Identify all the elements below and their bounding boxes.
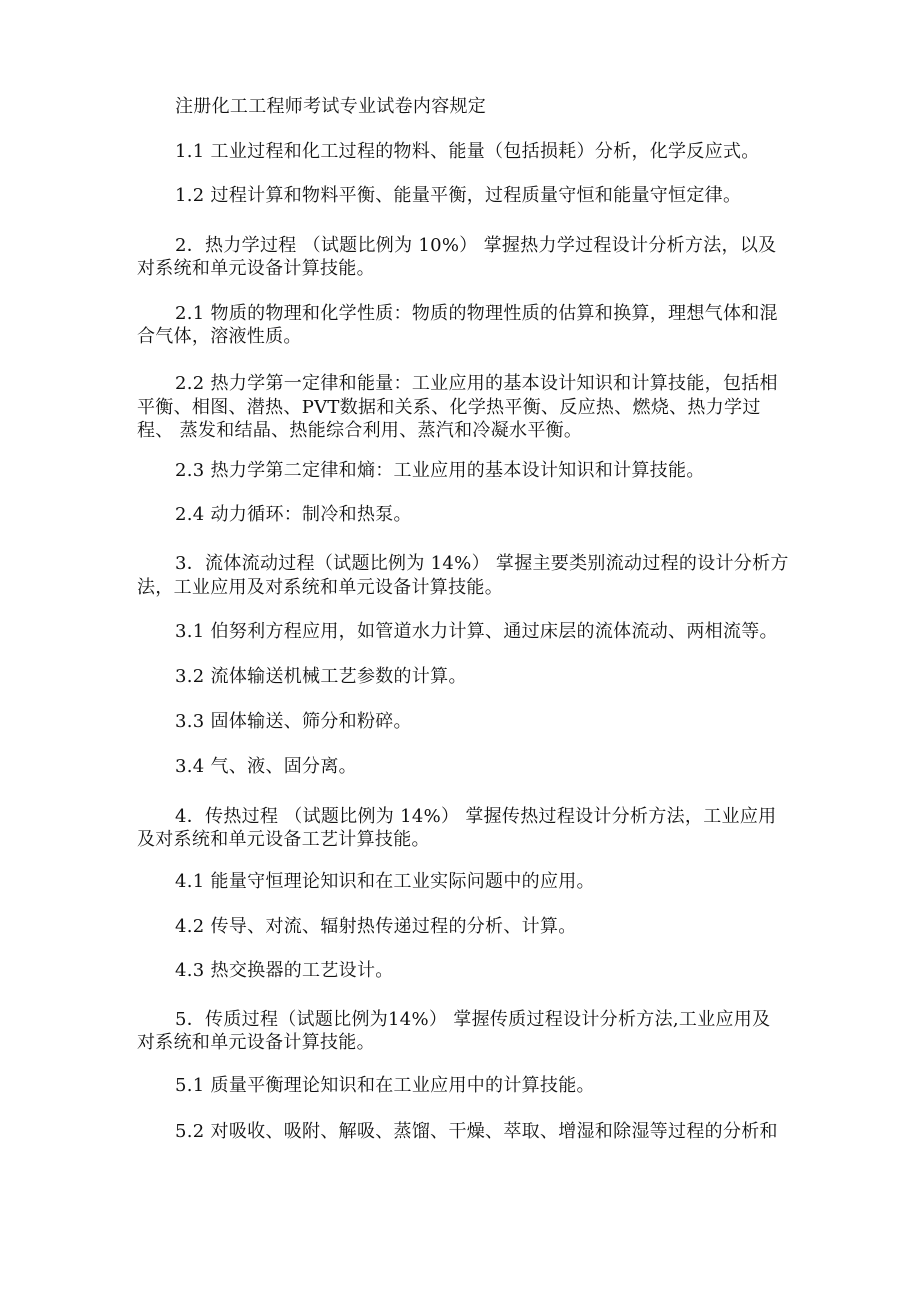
paragraph-line: 3.4 气、液、固分离。 — [175, 756, 357, 777]
paragraph-line: 1.1 工业过程和化工过程的物料、能量（包括损耗）分析，化学反应式。 — [175, 141, 760, 162]
paragraph-line: 3．流体流动过程（试题比例为 14%） 掌握主要类别流动过程的设计分析方 — [175, 553, 789, 574]
paragraph-line: 3.1 伯努利方程应用，如管道水力计算、通过床层的流体流动、两相流等。 — [175, 621, 778, 642]
paragraph-line: 5．传质过程（试题比例为14%） 掌握传质过程设计分析方法,工业应用及 — [175, 1009, 771, 1030]
paragraph-line: 程、 蒸发和结晶、热能综合利用、蒸汽和冷凝水平衡。 — [137, 420, 583, 441]
paragraph-line: 对系统和单元设备计算技能。 — [137, 258, 375, 279]
paragraph-line: 4.1 能量守恒理论知识和在工业实际问题中的应用。 — [175, 871, 595, 892]
paragraph-line: 5.2 对吸收、吸附、解吸、蒸馏、干燥、萃取、增湿和除湿等过程的分析和 — [175, 1121, 778, 1142]
paragraph-line: 合气体，溶液性质。 — [137, 326, 302, 347]
paragraph-line: 3.3 固体输送、筛分和粉碎。 — [175, 711, 412, 732]
paragraph-line: 5.1 质量平衡理论知识和在工业应用中的计算技能。 — [175, 1075, 595, 1096]
document-title: 注册化工工程师考试专业试卷内容规定 — [175, 96, 487, 117]
paragraph-line: 法，工业应用及对系统和单元设备计算技能。 — [137, 577, 503, 598]
paragraph-line: 平衡、相图、潜热、PVT数据和关系、化学热平衡、反应热、燃烧、热力学过 — [137, 397, 761, 418]
paragraph-line: 4.3 热交换器的工艺设计。 — [175, 960, 394, 981]
paragraph-line: 2．热力学过程 （试题比例为 10%） 掌握热力学过程设计分析方法，以及 — [175, 235, 777, 256]
paragraph-line: 1.2 过程计算和物料平衡、能量平衡，过程质量守恒和能量守恒定律。 — [175, 185, 742, 206]
paragraph-line: 2.1 物质的物理和化学性质：物质的物理性质的估算和换算，理想气体和混 — [175, 303, 778, 324]
paragraph-line: 2.3 热力学第二定律和熵：工业应用的基本设计知识和计算技能。 — [175, 460, 705, 481]
paragraph-line: 4．传热过程 （试题比例为 14%） 掌握传热过程设计分析方法，工业应用 — [175, 806, 777, 827]
paragraph-line: 对系统和单元设备计算技能。 — [137, 1032, 375, 1053]
paragraph-line: 2.4 动力循环：制冷和热泵。 — [175, 504, 412, 525]
paragraph-line: 3.2 流体输送机械工艺参数的计算。 — [175, 666, 467, 687]
paragraph-line: 2.2 热力学第一定律和能量：工业应用的基本设计知识和计算技能，包括相 — [175, 373, 778, 394]
paragraph-line: 及对系统和单元设备工艺计算技能。 — [137, 829, 430, 850]
paragraph-line: 4.2 传导、对流、辐射热传递过程的分析、计算。 — [175, 916, 577, 937]
